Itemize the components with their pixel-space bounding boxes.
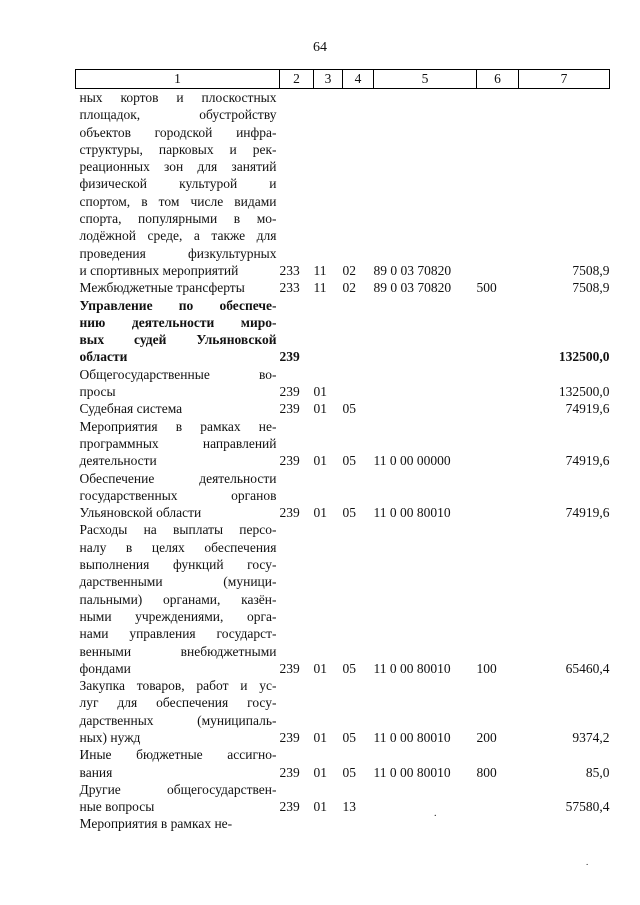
admin-code-cell: 233 bbox=[279, 262, 300, 278]
table-row bbox=[76, 677, 610, 746]
section-code-cell: 01 bbox=[313, 660, 327, 676]
admin-code-cell: 239 bbox=[279, 799, 300, 815]
column-header: 6 bbox=[477, 70, 519, 89]
section-code-cell: 01 bbox=[313, 453, 327, 469]
row-name-line: просы bbox=[79, 384, 116, 400]
target-article-cell: 11 0 00 00000 bbox=[373, 453, 451, 469]
subsection-code-cell: 02 bbox=[342, 280, 356, 296]
amount-cell bbox=[519, 815, 610, 832]
expense-type-cell: 200 bbox=[476, 729, 497, 745]
row-name-line: пальными) органами, казён- bbox=[79, 591, 277, 607]
table-row bbox=[76, 400, 610, 417]
row-name-line: программных направлений bbox=[79, 435, 277, 451]
target-article-cell bbox=[374, 366, 477, 401]
admin-code-cell bbox=[280, 815, 314, 832]
section-code-cell: 01 bbox=[313, 729, 327, 745]
row-name bbox=[76, 815, 280, 832]
row-name-line: Обеспечение деятельности bbox=[79, 470, 277, 486]
row-name-line: ными учреждениями, орга- bbox=[79, 608, 277, 624]
section-code-cell: 01 bbox=[313, 799, 327, 815]
section-code-cell: 01 bbox=[313, 401, 327, 417]
amount-cell: 9374,2 bbox=[572, 729, 610, 745]
budget-table bbox=[75, 69, 610, 833]
row-name bbox=[76, 418, 280, 470]
row-name-line: и спортивных мероприятий bbox=[79, 262, 239, 278]
target-article-cell: 11 0 00 80010 bbox=[373, 764, 451, 780]
table-row bbox=[76, 470, 610, 522]
section-code-cell: 01 bbox=[313, 384, 327, 400]
row-name-line: площадок, обустройству bbox=[79, 107, 277, 123]
admin-code-cell: 239 bbox=[279, 349, 300, 365]
row-name-line: спорта, популярными в мо- bbox=[79, 211, 277, 227]
column-header: 3 bbox=[314, 70, 343, 89]
section-code-cell: 11 bbox=[313, 262, 327, 278]
row-name-line: фондами bbox=[79, 660, 131, 676]
column-header: 1 bbox=[76, 70, 280, 89]
admin-code-cell: 239 bbox=[279, 384, 300, 400]
admin-code-cell: 239 bbox=[279, 729, 300, 745]
row-name-line: венными внебюджетными bbox=[79, 643, 277, 659]
subsection-code-cell: 05 bbox=[342, 729, 356, 745]
row-name bbox=[76, 781, 280, 816]
section-code-cell bbox=[314, 297, 343, 366]
page-number: 64 bbox=[313, 40, 327, 55]
table-row bbox=[76, 781, 610, 816]
expense-type-cell bbox=[477, 89, 519, 280]
amount-cell: 132500,0 bbox=[558, 349, 610, 365]
section-code-cell bbox=[314, 815, 343, 832]
admin-code-cell: 239 bbox=[279, 401, 300, 417]
row-name-line: выполнения функций госу- bbox=[79, 557, 277, 573]
expense-type-cell bbox=[477, 366, 519, 401]
amount-cell: 65460,4 bbox=[565, 660, 610, 676]
table-row bbox=[76, 815, 610, 832]
row-name-line: деятельности bbox=[79, 453, 157, 469]
table-row bbox=[76, 366, 610, 401]
amount-cell: 85,0 bbox=[585, 764, 610, 780]
expense-type-cell bbox=[477, 418, 519, 470]
table-row bbox=[76, 89, 610, 280]
target-article-cell: 89 0 03 70820 bbox=[373, 280, 452, 296]
amount-cell: 74919,6 bbox=[565, 401, 610, 417]
row-name-line: Мероприятия в рамках не- bbox=[79, 816, 233, 832]
subsection-code-cell: 05 bbox=[342, 660, 356, 676]
subsection-code-cell: 05 bbox=[342, 401, 356, 417]
expense-type-cell bbox=[477, 400, 519, 417]
row-name-line: проведения физкультурных bbox=[79, 245, 277, 261]
target-article-cell bbox=[374, 297, 477, 366]
amount-cell: 57580,4 bbox=[565, 799, 610, 815]
target-article-cell bbox=[374, 400, 477, 417]
expense-type-cell bbox=[477, 815, 519, 832]
row-name bbox=[76, 366, 280, 401]
row-name bbox=[76, 279, 280, 296]
row-name-line: спортом, в том числе видами bbox=[79, 193, 277, 209]
table-row bbox=[76, 418, 610, 470]
table-header-row bbox=[76, 70, 610, 89]
column-header: 7 bbox=[519, 70, 610, 89]
amount-cell: 132500,0 bbox=[558, 384, 610, 400]
row-name-line: государственных органов bbox=[79, 487, 277, 503]
table-row bbox=[76, 521, 610, 677]
row-name-line: Общегосударственные во- bbox=[79, 366, 277, 382]
section-code-cell: 01 bbox=[313, 505, 327, 521]
subsection-code-cell: 05 bbox=[342, 764, 356, 780]
row-name-line: ных кортов и плоскостных bbox=[79, 90, 277, 105]
target-article-cell bbox=[374, 815, 477, 832]
row-name-line: Другие общегосударствен- bbox=[79, 781, 277, 797]
row-name-line: луг для обеспечения госу- bbox=[79, 695, 277, 711]
subsection-code-cell bbox=[343, 815, 374, 832]
expense-type-cell: 100 bbox=[476, 660, 497, 676]
row-name-line: Управление по обеспече- bbox=[79, 297, 277, 313]
column-header: 2 bbox=[280, 70, 314, 89]
subsection-code-cell bbox=[343, 297, 374, 366]
target-article-cell: 11 0 00 80010 bbox=[373, 660, 451, 676]
section-code-cell: 01 bbox=[313, 764, 327, 780]
expense-type-cell bbox=[477, 470, 519, 522]
row-name-line: Судебная система bbox=[79, 401, 183, 417]
section-code-cell: 11 bbox=[313, 280, 327, 296]
row-name-line: ные вопросы bbox=[79, 799, 155, 815]
row-name-line: Ульяновской области bbox=[79, 505, 202, 521]
subsection-code-cell: 13 bbox=[342, 799, 356, 815]
admin-code-cell: 239 bbox=[279, 660, 300, 676]
target-article-cell: 89 0 03 70820 bbox=[373, 262, 452, 278]
row-name-line: реационных зон для занятий bbox=[79, 159, 277, 175]
admin-code-cell: 239 bbox=[279, 764, 300, 780]
row-name-line: ных) нужд bbox=[79, 729, 141, 745]
row-name bbox=[76, 677, 280, 746]
row-name-line: нами управления государст- bbox=[79, 626, 277, 642]
amount-cell: 7508,9 bbox=[572, 280, 610, 296]
subsection-code-cell: 02 bbox=[342, 262, 356, 278]
row-name bbox=[76, 470, 280, 522]
row-name-line: Межбюджетные трансферты bbox=[79, 280, 245, 296]
column-header: 5 bbox=[374, 70, 477, 89]
expense-type-cell bbox=[477, 781, 519, 816]
row-name-line: дарственными (муници- bbox=[79, 574, 277, 590]
row-name-line: нию деятельности миро- bbox=[79, 314, 277, 330]
expense-type-cell: 500 bbox=[476, 280, 497, 296]
row-name-line: Иные бюджетные ассигно- bbox=[79, 747, 277, 763]
column-header: 4 bbox=[343, 70, 374, 89]
row-name-line: Закупка товаров, работ и ус- bbox=[79, 678, 277, 694]
row-name bbox=[76, 521, 280, 677]
row-name-line: Мероприятия в рамках не- bbox=[79, 418, 277, 434]
row-name-line: области bbox=[79, 349, 128, 365]
table-row bbox=[76, 297, 610, 366]
table-row bbox=[76, 279, 610, 296]
table-body bbox=[76, 89, 610, 833]
row-name-line: вых судей Ульяновской bbox=[79, 332, 277, 348]
admin-code-cell: 233 bbox=[279, 280, 300, 296]
row-name-line: налу в целях обеспечения bbox=[79, 539, 277, 555]
row-name bbox=[76, 89, 280, 280]
row-name-line: Расходы на выплаты персо- bbox=[79, 522, 277, 538]
row-name-line: дарственных (муниципаль- bbox=[79, 712, 277, 728]
table-row bbox=[76, 746, 610, 781]
amount-cell: 7508,9 bbox=[572, 262, 610, 278]
row-name-line: лодёжной среде, а также для bbox=[79, 228, 277, 244]
admin-code-cell: 239 bbox=[279, 505, 300, 521]
stray-mark: . bbox=[434, 808, 437, 819]
stray-mark: . bbox=[586, 857, 589, 867]
subsection-code-cell: 05 bbox=[342, 453, 356, 469]
subsection-code-cell: 05 bbox=[342, 505, 356, 521]
target-article-cell: 11 0 00 80010 bbox=[373, 729, 451, 745]
amount-cell: 74919,6 bbox=[565, 505, 610, 521]
row-name bbox=[76, 746, 280, 781]
row-name-line: вания bbox=[79, 764, 113, 780]
target-article-cell bbox=[374, 781, 477, 816]
row-name bbox=[76, 297, 280, 366]
subsection-code-cell bbox=[343, 366, 374, 401]
expense-type-cell: 800 bbox=[476, 764, 497, 780]
row-name bbox=[76, 400, 280, 417]
row-name-line: структуры, парковых и рек- bbox=[79, 141, 277, 157]
admin-code-cell: 239 bbox=[279, 453, 300, 469]
target-article-cell: 11 0 00 80010 bbox=[373, 505, 451, 521]
expense-type-cell bbox=[477, 297, 519, 366]
row-name-line: физической культурой и bbox=[79, 176, 277, 192]
amount-cell: 74919,6 bbox=[565, 453, 610, 469]
row-name-line: объектов городской инфра- bbox=[79, 124, 277, 140]
